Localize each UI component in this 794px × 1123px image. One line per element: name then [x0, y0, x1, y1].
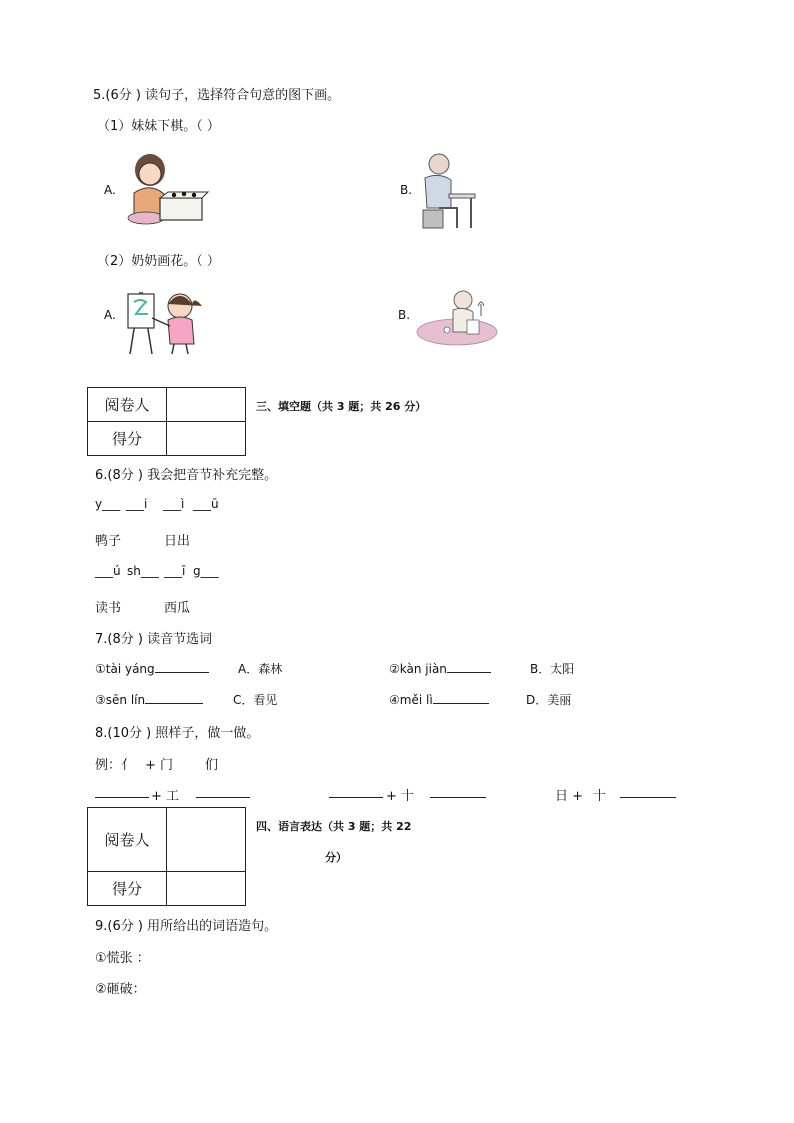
q6-pinyin-blank[interactable]: sh___ — [127, 564, 159, 578]
answer-blank[interactable] — [95, 785, 149, 798]
reviewer-label: 阅卷人 — [88, 808, 167, 872]
q8-ri-plus: 日 + — [555, 789, 584, 804]
answer-blank[interactable] — [155, 660, 209, 673]
q6-pinyin-blank[interactable]: ___i — [126, 497, 148, 511]
section-4-title-cont: 分） — [325, 851, 347, 864]
score-field[interactable] — [167, 872, 246, 906]
q6-word: 读书 — [95, 601, 122, 616]
q7-option-a: A．森林 — [238, 662, 283, 676]
q8-shi: 十 — [593, 789, 607, 804]
q7-item-4: ④měi lì — [389, 691, 489, 707]
q5-title: 5.(6分 ) 读句子，选择符合句意的图下画。 — [93, 88, 341, 103]
q5-sub1-option-b[interactable]: B. — [400, 183, 413, 197]
q7-option-d: D．美丽 — [526, 693, 572, 707]
grandma-drawing-flowers-image — [415, 282, 500, 348]
q8-plus-gong: + 工 — [151, 789, 180, 804]
q5-sub1-option-a[interactable]: A. — [104, 183, 116, 197]
answer-blank[interactable] — [447, 660, 491, 673]
q7-item-2: ②kàn jiàn — [389, 660, 491, 676]
q6-pinyin-blank[interactable]: g___ — [193, 564, 219, 578]
q6-word: 鸭子 — [95, 534, 122, 549]
q9-item-2: ②砸破： — [95, 982, 146, 997]
q8-example-radical: 例：亻 — [95, 758, 135, 773]
girl-playing-chess-image — [120, 148, 210, 228]
q9-item-1: ①慌张 ： — [95, 951, 150, 966]
girl-painting-image — [122, 284, 212, 356]
reviewer-field[interactable] — [167, 808, 246, 872]
answer-blank[interactable] — [433, 691, 489, 704]
score-box-1 — [87, 387, 246, 456]
q9-title: 9.(6分 ) 用所给出的词语造句。 — [95, 919, 278, 934]
q8-example-result: 们 — [205, 758, 219, 773]
q5-sub2-option-a[interactable]: A. — [104, 308, 116, 322]
q5-sub1-label: （1）妹妹下棋。（ ） — [97, 119, 220, 134]
q5-sub2-label: （2）奶奶画花。（ ） — [97, 254, 220, 269]
q7-option-b: B．太阳 — [530, 662, 575, 676]
q7-item-3: ③sēn lín — [95, 691, 203, 707]
q6-pinyin-blank[interactable]: ___ī — [164, 564, 186, 578]
q7-item-1: ①tài yáng — [95, 660, 209, 676]
q6-pinyin-blank[interactable]: y___ — [95, 497, 121, 511]
q6-pinyin-blank[interactable]: ___ū — [193, 497, 219, 511]
section-3-title: 三、填空题（共 3 题；共 26 分） — [256, 400, 427, 413]
q8-example-plus: + 门 — [145, 758, 174, 773]
score-field[interactable] — [167, 422, 246, 456]
answer-blank[interactable] — [145, 691, 203, 704]
q6-pinyin-blank[interactable]: ___ì — [163, 497, 185, 511]
section-4-title: 四、语言表达（共 3 题；共 22 — [256, 820, 412, 833]
reviewer-label: 阅卷人 — [88, 388, 167, 422]
q7-title: 7.(8分 ) 读音节选词 — [95, 632, 213, 647]
q6-title: 6.(8分 ) 我会把音节补充完整。 — [95, 468, 278, 483]
score-label: 得分 — [88, 422, 167, 456]
score-box-2 — [87, 807, 246, 906]
answer-blank[interactable] — [329, 785, 383, 798]
answer-blank[interactable] — [430, 785, 486, 798]
score-label: 得分 — [88, 872, 167, 906]
q6-pinyin-blank[interactable]: ___ú — [95, 564, 121, 578]
old-man-playing-chess-image — [415, 150, 480, 232]
reviewer-field[interactable] — [167, 388, 246, 422]
q6-word: 日出 — [164, 534, 191, 549]
answer-blank[interactable] — [196, 785, 250, 798]
q7-option-c: C．看见 — [233, 693, 278, 707]
q6-word: 西瓜 — [164, 601, 191, 616]
q8-plus-shi: + 十 — [386, 789, 415, 804]
q8-title: 8.(10分 ) 照样子，做一做。 — [95, 726, 260, 741]
answer-blank[interactable] — [620, 785, 676, 798]
q5-sub2-option-b[interactable]: B. — [398, 308, 411, 322]
